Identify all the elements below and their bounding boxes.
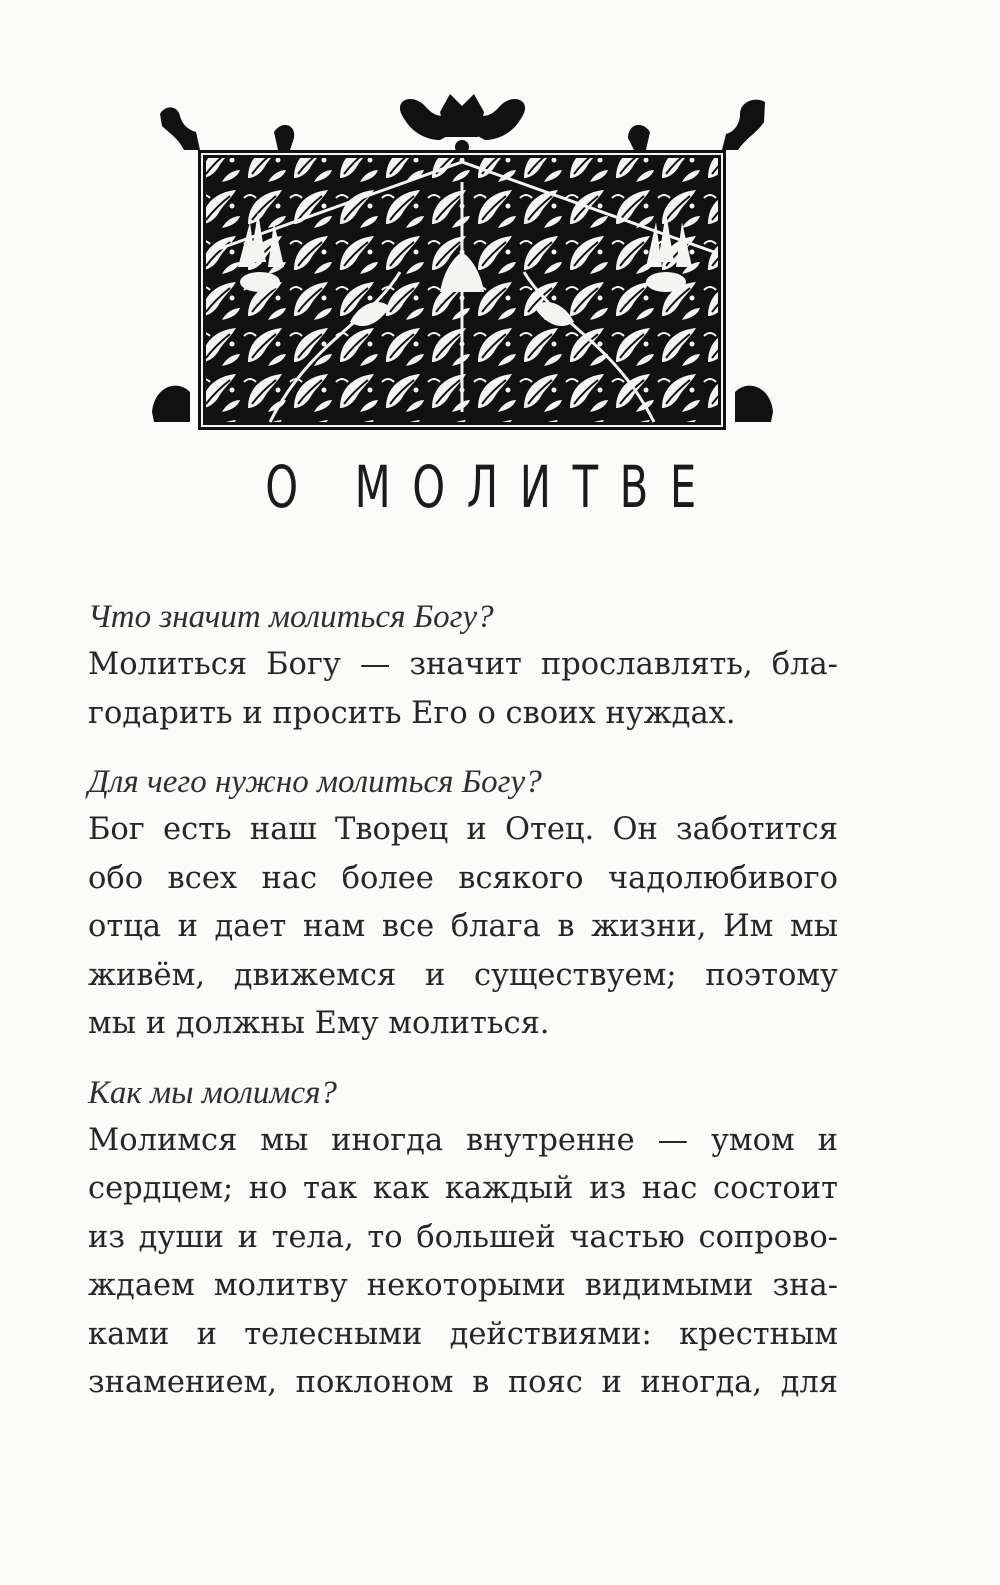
answer-line: ками и телесными действиями: крестным: [88, 1316, 838, 1352]
answer: [88, 806, 838, 1049]
answer-line: знамением, поклоном в пояс и иногда, для: [88, 1365, 838, 1400]
answer: [88, 1117, 838, 1408]
answer-line: Молимся мы иногда внутренне — умом и: [88, 1122, 838, 1158]
answer: [88, 641, 838, 738]
question: Что значит молиться Богу?: [88, 599, 494, 635]
answer-line: мы и должны Ему молиться.: [88, 1006, 550, 1041]
qa-section: [88, 593, 838, 738]
catechism-content: [88, 593, 838, 1428]
answer-line: сердцем; но так как каждый из нас состоит: [88, 1171, 838, 1206]
question: Как мы молимся?: [88, 1074, 337, 1111]
answer-line: из души и тела, то большей частью сопрово-: [88, 1219, 838, 1255]
answer-line: обо всех нас более всякого чадолюбивого: [88, 860, 838, 896]
answer-line: годарить и просить Его о своих нуждах.: [88, 695, 736, 731]
answer-line: живём, движемся и существуем; поэтому: [88, 957, 838, 993]
qa-section: [88, 758, 838, 1049]
ornamental-headpiece: [150, 92, 775, 432]
answer-line: Молиться Богу — значит прославлять, бла-: [88, 647, 838, 682]
chapter-title: О МОЛИТВЕ: [265, 453, 718, 521]
crest-ornament: [400, 94, 525, 154]
answer-line: ждаем молитву некоторыми видимыми зна-: [88, 1268, 838, 1303]
answer-line: отца и дает нам все блага в жизни, Им мы: [88, 909, 838, 944]
question: Для чего нужно молиться Богу?: [88, 764, 542, 800]
answer-line: Бог есть наш Творец и Отец. Он заботится: [88, 812, 838, 847]
qa-section: [88, 1069, 838, 1408]
